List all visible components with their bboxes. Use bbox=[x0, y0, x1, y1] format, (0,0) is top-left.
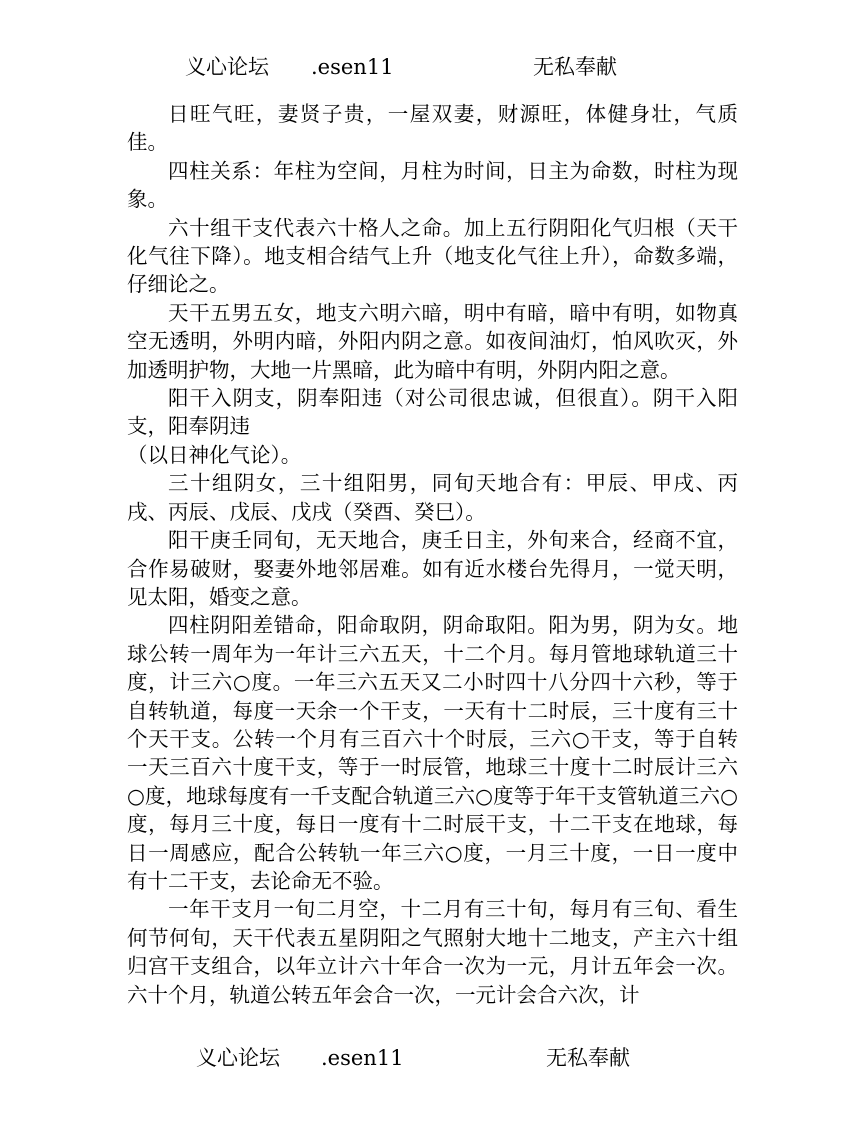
header-slogan: 无私奉献 bbox=[533, 55, 617, 79]
paragraph: 三十组阴女，三十组阳男，同旬天地合有：甲辰、甲戌、丙戌、丙辰、戊辰、戊戌（癸酉、癸巳）。 bbox=[127, 471, 738, 524]
footer-site-id: .esen11 bbox=[321, 1046, 404, 1070]
paragraph: 四柱阴阳差错命，阳命取阴，阴命取阳。阳为男，阴为女。地球公转一周年为一年计三六五天，十二个月。每月管地球轨道三十度，计三六○度。一年三六五天又二小时四十八分四十六秒，等于自转轨道，每度一天余一个干支，一天有十二时辰，三十度有三十个天干支。公转一个月有三百六十个时辰，三六○干支，等于自转一天三百六十度干支，等于一时辰管，地球三十度十二时辰计三六○度，地球每度有一千支配合轨道三六○度等于年干支管轨道三六○度，每月三十度，每日一度有十二时辰干支，十二干支在地球，每日一周感应，配合公转轨一年三六○度，一月三十度，一日一度中有十二干支，去论命无不验。 bbox=[127, 613, 738, 893]
header-forum-name: 义心论坛 bbox=[185, 55, 269, 79]
paragraph: 四柱关系：年柱为空间，月柱为时间，日主为命数，时柱为现象。 bbox=[127, 158, 738, 212]
paragraph: 天干五男五女，地支六明六暗，明中有暗，暗中有明，如物真空无透明，外明内暗，外阳内阴之意。如夜间油灯，怕风吹灭，外加透明护物，大地一片黑暗，此为暗中有明，外阴内阳之意。 bbox=[127, 300, 738, 382]
paragraph-continuation: （以日神化气论）。 bbox=[127, 442, 302, 467]
paragraph: 日旺气旺，妻贤子贵，一屋双妻，财源旺，体健身壮，气质佳。 bbox=[127, 102, 738, 155]
page-footer bbox=[0, 1041, 866, 1075]
document-body bbox=[127, 100, 738, 1009]
footer-slogan: 无私奉献 bbox=[546, 1046, 630, 1070]
paragraph: 一年干支月一旬二月空，十二月有三十旬，每月有三旬、看生何节何旬，天干代表五星阴阳之气照射大地十二地支，产主六十组归宫干支组合，以年立计六十年合一次为一元，月计五年会一次。六十个月，轨道公转五年会合一次，一元计会合六次，计 bbox=[127, 897, 738, 1007]
paragraph: 阳干入阴支，阴奉阳违（对公司很忠诚，但很直）。阴干入阳支，阳奉阴违 bbox=[127, 386, 738, 439]
header-site-id: .esen11 bbox=[311, 55, 394, 79]
paragraph: 阳干庚壬同旬，无天地合，庚壬日主，外旬来合，经商不宜，合作易破财，娶妻外地邻居难。如有近水楼台先得月，一觉天明，见太阳，婚变之意。 bbox=[127, 528, 738, 609]
paragraph: 六十组干支代表六十格人之命。加上五行阴阳化气归根（天干化气往下降）。地支相合结气上升（地支化气往上升），命数多端，仔细论之。 bbox=[127, 215, 738, 297]
page-header bbox=[0, 50, 866, 84]
footer-forum-name: 义心论坛 bbox=[196, 1046, 280, 1070]
